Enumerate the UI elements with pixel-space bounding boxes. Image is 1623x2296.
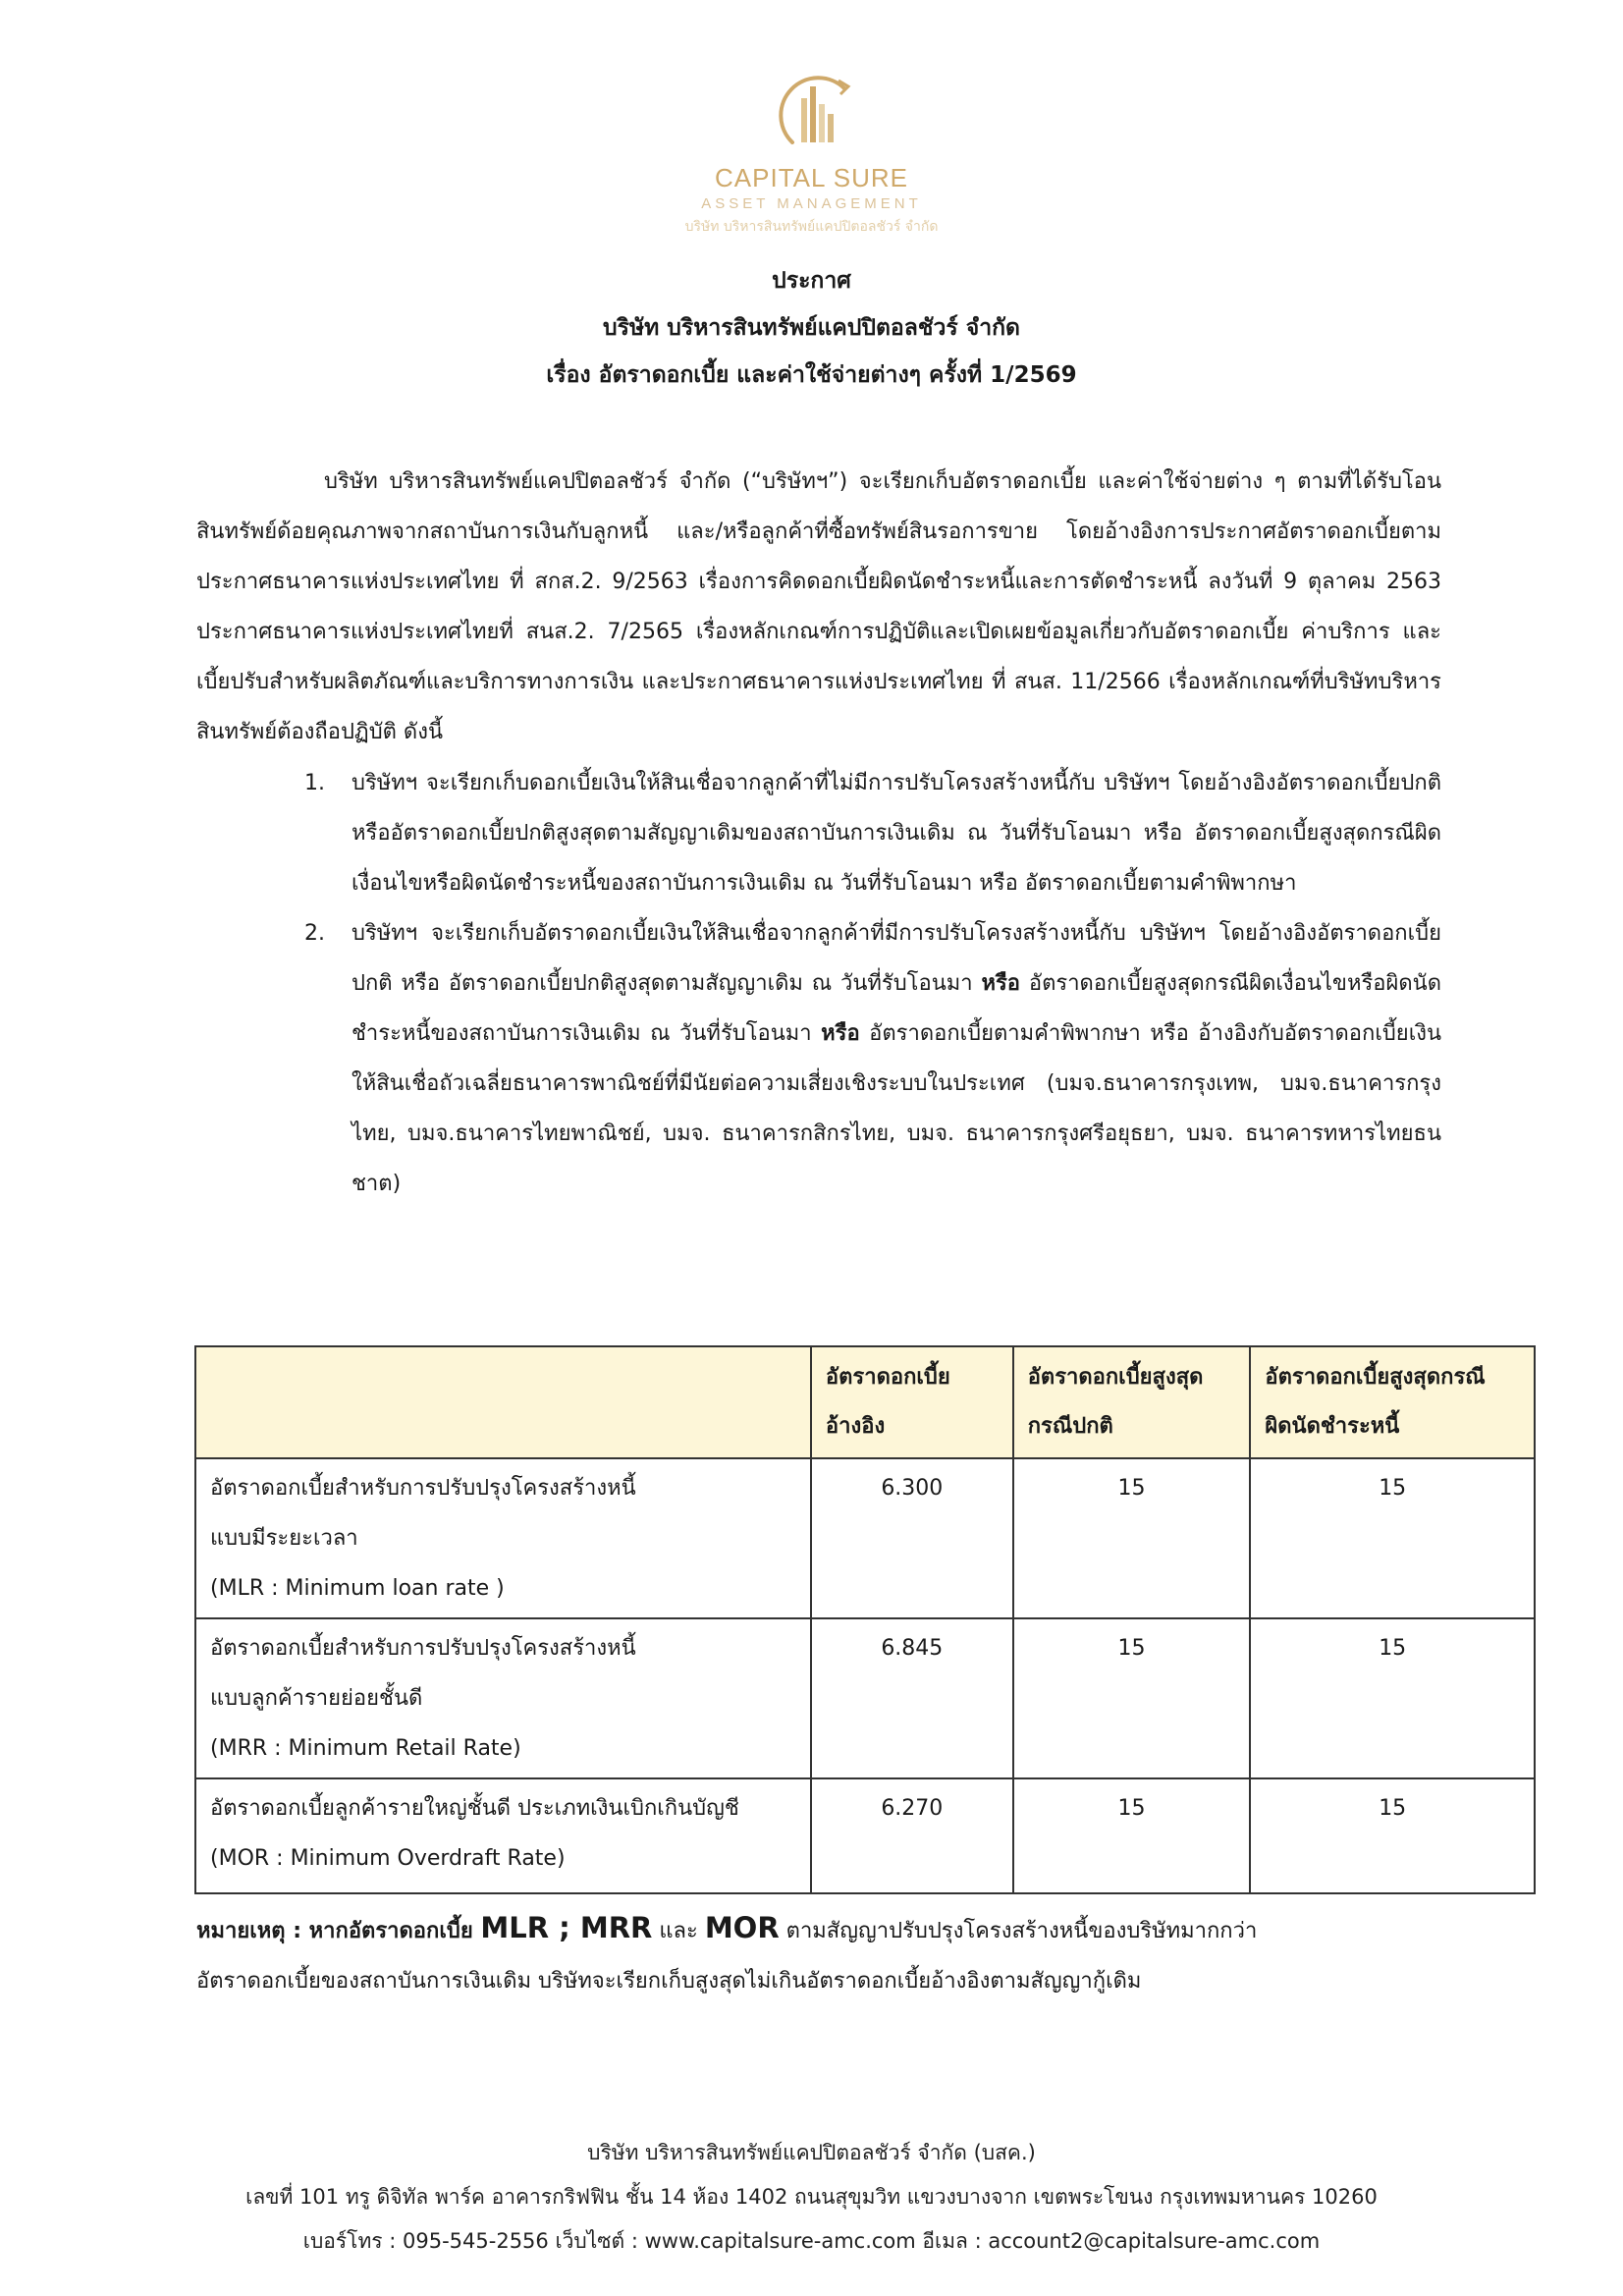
note-line-1: [196, 1903, 1473, 1956]
note-mor: MOR: [704, 1911, 780, 1944]
logo-thai-name: บริษัท บริหารสินทรัพย์แคปปิตอลชัวร์ จำกัด: [684, 219, 939, 235]
capital-sure-logo-icon: [758, 59, 866, 157]
row-label: [195, 1458, 811, 1618]
row-label: [195, 1778, 811, 1893]
note-and: และ: [652, 1919, 705, 1943]
note-rest: ตามสัญญาปรับปรุงโครงสร้างหนี้ของบริษัทมากกว่า: [779, 1919, 1258, 1943]
note-mlr-mrr: MLR ; MRR: [480, 1911, 653, 1944]
max-normal-rate-cell: 15: [1013, 1778, 1251, 1893]
row-label-line: (MOR : Minimum Overdraft Rate): [210, 1846, 566, 1871]
intro-paragraph: บริษัท บริหารสินทรัพย์แคปปิตอลชัวร์ จำกัด (“บริษัทฯ”) จะเรียกเก็บอัตราดอกเบี้ย และค่าใช้จ่ายต่าง ๆ ตามที่ได้รับโอนสินทรัพย์ด้อยคุณภาพจากสถาบันการเงินกับลูกหนี้ และ/หรือลูกค้าที่ซื้อทรัพย์สินรอการขาย โดยอ้างอิงการประกาศอัตราดอกเบี้ยตามประกาศธนาคารแห่งประเทศไทย ที่ สกส.2. 9/2563 เรื่องการคิดดอกเบี้ยผิดนัดชำระหนี้และการตัดชำระหนี้ ลงวันที่ 9 ตุลาคม 2563 ประกาศธนาคารแห่งประเทศไทยที่ สนส.2. 7/2565 เรื่องหลักเกณฑ์การปฏิบัติและเปิดเผยข้อมูลเกี่ยวกับอัตราดอกเบี้ย ค่าบริการ และเบี้ยปรับสำหรับผลิตภัณฑ์และบริการทางการเงิน และประกาศธนาคารแห่งประเทศไทย ที่ สนส. 11/2566 เรื่องหลักเกณฑ์ที่บริษัทบริหารสินทรัพย์ต้องถือปฏิบัติ ดังนี้: [196, 469, 1441, 744]
note-lead: หมายเหตุ : หากอัตราดอกเบี้ย: [196, 1919, 481, 1943]
row-label-line: อัตราดอกเบี้ยลูกค้ารายใหญ่ชั้นดี ประเภทเงินเบิกเกินบัญชี: [210, 1796, 739, 1821]
or-emphasis: หรือ: [821, 1021, 860, 1046]
row-label-line: (MLR : Minimum loan rate ): [210, 1576, 505, 1601]
row-label-line: อัตราดอกเบี้ยสำหรับการปรับปรุงโครงสร้างหนี้: [210, 1636, 636, 1661]
row-label-line: แบบลูกค้ารายย่อยชั้นดี: [210, 1686, 423, 1711]
row-label-line: แบบมีระยะเวลา: [210, 1526, 358, 1551]
footer-address: เลขที่ 101 ทรู ดิจิทัล พาร์ค อาคารกริฟฟิน ชั้น 14 ห้อง 1402 ถนนสุขุมวิท แขวงบางจาก เขตพระโขนง กรุงเทพมหานคร 10260: [245, 2185, 1378, 2209]
max-normal-rate-cell: 15: [1013, 1458, 1251, 1618]
footer-contact: เบอร์โทร : 095-545-2556 เว็บไซต์ : www.capitalsure-amc.com อีเมล : account2@capitalsure-amc.com: [302, 2229, 1321, 2253]
row-label-line: อัตราดอกเบี้ยสำหรับการปรับปรุงโครงสร้างหนี้: [210, 1476, 636, 1501]
page-footer: [0, 2131, 1623, 2264]
company-logo: [0, 59, 1623, 238]
row-label: [195, 1618, 811, 1778]
logo-subtitle: ASSET MANAGEMENT: [701, 195, 922, 212]
max-default-rate-cell: 15: [1250, 1778, 1535, 1893]
table-header-row: [195, 1346, 1535, 1458]
max-default-rate-cell: 15: [1250, 1458, 1535, 1618]
table-row: [195, 1618, 1535, 1778]
logo-name: CAPITAL SURE: [715, 163, 908, 192]
remark-note: [196, 1903, 1473, 2006]
note-line-2: อัตราดอกเบี้ยของสถาบันการเงินเดิม บริษัทจะเรียกเก็บสูงสุดไม่เกินอัตราดอกเบี้ยอ้างอิงตามสัญญากู้เดิม: [196, 1969, 1142, 1994]
list-text-part-2: อัตราดอกเบี้ยสูงสุดกรณีผิดเงื่อนไขหรือผิดนัดชำระหนี้ของสถาบันการเงินเดิม ณ วันที่รับโอนมา: [352, 971, 1442, 1046]
list-item: [196, 758, 1441, 908]
header-reference-rate: อัตราดอกเบี้ยอ้างอิง: [811, 1346, 1013, 1458]
or-emphasis: หรือ: [981, 971, 1021, 996]
list-number: 2.: [304, 921, 325, 946]
header-max-default-rate: อัตราดอกเบี้ยสูงสุดกรณีผิดนัดชำระหนี้: [1250, 1346, 1535, 1458]
reference-rate-cell: 6.270: [811, 1778, 1013, 1893]
reference-rate-cell: 6.845: [811, 1618, 1013, 1778]
footer-company: บริษัท บริหารสินทรัพย์แคปปิตอลชัวร์ จำกัด (บสค.): [587, 2141, 1036, 2164]
list-text-part-1: บริษัทฯ จะเรียกเก็บอัตราดอกเบี้ยเงินให้สินเชื่อจากลูกค้าที่มีการปรับโครงสร้างหนี้กับ บริษัทฯ โดยอ้างอิงอัตราดอกเบี้ยปกติ หรือ อัตราดอกเบี้ยปกติสูงสุดตามสัญญาเดิม ณ วันที่รับโอนมา: [352, 921, 1441, 996]
table-row: [195, 1458, 1535, 1618]
row-label-line: (MRR : Minimum Retail Rate): [210, 1736, 521, 1761]
heading-line-3: เรื่อง อัตราดอกเบี้ย และค่าใช้จ่ายต่างๆ ครั้งที่ 1/2569: [546, 362, 1077, 388]
announcement-heading: [0, 257, 1623, 399]
list-text-part-3: อัตราดอกเบี้ยตามคำพิพากษา หรือ อ้างอิงกับอัตราดอกเบี้ยเงินให้สินเชื่อถัวเฉลี่ยธนาคารพาณิชย์ที่มีนัยต่อความเสี่ยงเชิงระบบในประเทศ (บมจ.ธนาคารกรุงเทพ, บมจ.ธนาคารกรุงไทย, บมจ.ธนาคารไทยพาณิชย์, บมจ. ธนาคารกสิกรไทย, บมจ. ธนาคารกรุงศรีอยุธยา, บมจ. ธนาคารทหารไทยธนชาต): [352, 1021, 1441, 1196]
header-cell: [195, 1346, 811, 1458]
max-default-rate-cell: 15: [1250, 1618, 1535, 1778]
reference-rate-cell: 6.300: [811, 1458, 1013, 1618]
header-max-normal-rate: อัตราดอกเบี้ยสูงสุดกรณีปกติ: [1013, 1346, 1251, 1458]
terms-list: [196, 758, 1441, 1209]
list-item: [196, 908, 1441, 1209]
heading-line-1: ประกาศ: [772, 268, 851, 294]
list-text: บริษัทฯ จะเรียกเก็บดอกเบี้ยเงินให้สินเชื่อจากลูกค้าที่ไม่มีการปรับโครงสร้างหนี้กับ บริษัทฯ โดยอ้างอิงอัตราดอกเบี้ยปกติ หรืออัตราดอกเบี้ยปกติสูงสุดตามสัญญาเดิมของสถาบันการเงินเดิม ณ วันที่รับโอนมา หรือ อัตราดอกเบี้ยสูงสุดกรณีผิดเงื่อนไขหรือผิดนัดชำระหนี้ของสถาบันการเงินเดิม ณ วันที่รับโอนมา หรือ อัตราดอกเบี้ยตามคำพิพากษา: [352, 771, 1441, 896]
max-normal-rate-cell: 15: [1013, 1618, 1251, 1778]
table-row: [195, 1778, 1535, 1893]
heading-line-2: บริษัท บริหารสินทรัพย์แคปปิตอลชัวร์ จำกัด: [603, 315, 1020, 341]
interest-rate-table: [194, 1345, 1536, 1894]
list-number: 1.: [304, 771, 325, 795]
